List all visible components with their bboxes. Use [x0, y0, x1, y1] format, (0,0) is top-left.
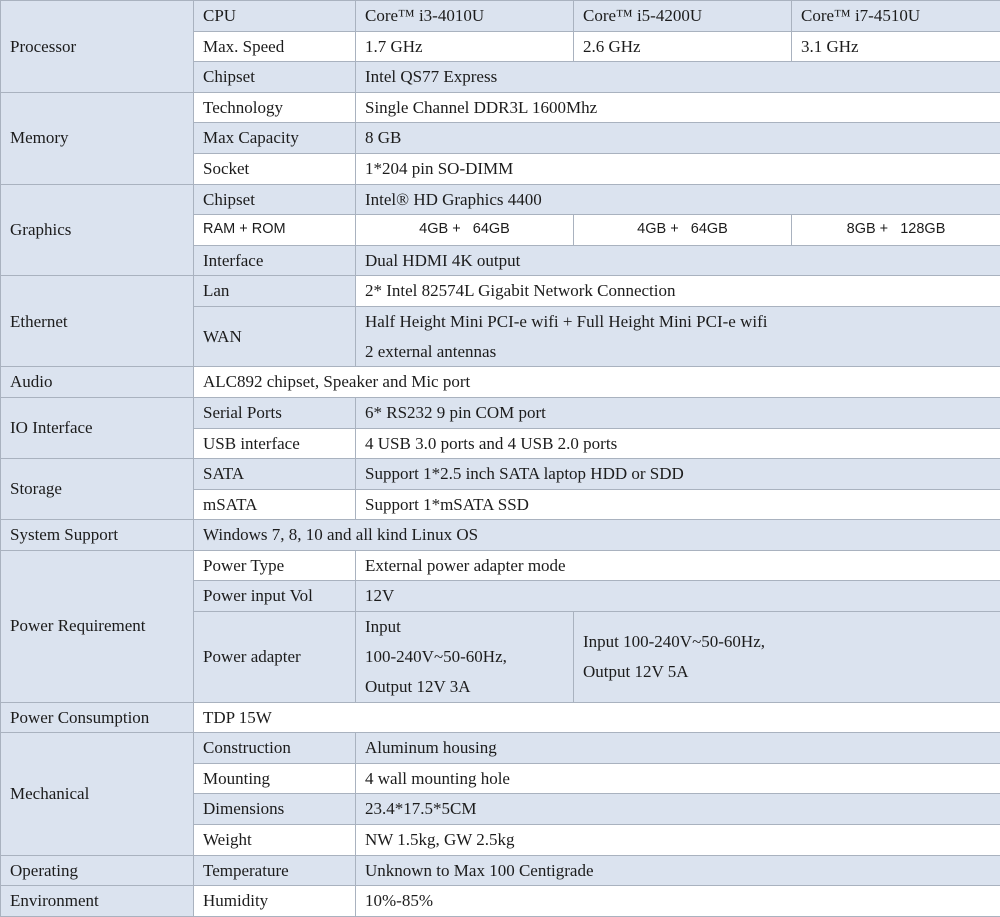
label-sata: SATA	[194, 459, 356, 490]
label-graphics-chipset: Chipset	[194, 184, 356, 215]
value-lan: 2* Intel 82574L Gigabit Network Connection	[356, 276, 1000, 307]
table-row	[1, 520, 1000, 551]
value-speed-i7: 3.1 GHz	[792, 31, 1000, 62]
value-humidity: 10%-85%	[356, 886, 1000, 917]
category-mechanical: Mechanical	[1, 733, 194, 855]
value-mounting: 4 wall mounting hole	[356, 763, 1000, 794]
label-usb-interface: USB interface	[194, 428, 356, 459]
category-operating: Operating	[1, 855, 194, 886]
table-row	[1, 855, 1000, 886]
value-power-adapter-b	[574, 612, 1000, 703]
value-system-support: Windows 7, 8, 10 and all kind Linux OS	[194, 520, 1000, 551]
category-ethernet: Ethernet	[1, 276, 194, 367]
value-sata: Support 1*2.5 inch SATA laptop HDD or SDD	[356, 459, 1000, 490]
category-environment: Environment	[1, 886, 194, 917]
category-audio: Audio	[1, 367, 194, 398]
label-processor-chipset: Chipset	[194, 62, 356, 93]
table-row	[1, 886, 1000, 917]
label-interface: Interface	[194, 245, 356, 276]
value-interface: Dual HDMI 4K output	[356, 245, 1000, 276]
table-row	[1, 1, 1000, 32]
value-dimensions: 23.4*17.5*5CM	[356, 794, 1000, 825]
value-speed-i3: 1.7 GHz	[356, 31, 574, 62]
value-ram-rom-i5: 4GB + 64GB	[574, 215, 792, 246]
label-weight: Weight	[194, 825, 356, 856]
value-technology: Single Channel DDR3L 1600Mhz	[356, 92, 1000, 123]
value-cpu-i5: Core™ i5-4200U	[574, 1, 792, 32]
table-row	[1, 367, 1000, 398]
table-row	[1, 733, 1000, 764]
value-processor-chipset: Intel QS77 Express	[356, 62, 1000, 93]
table-row	[1, 702, 1000, 733]
label-technology: Technology	[194, 92, 356, 123]
label-temperature: Temperature	[194, 855, 356, 886]
value-usb-interface: 4 USB 3.0 ports and 4 USB 2.0 ports	[356, 428, 1000, 459]
label-dimensions: Dimensions	[194, 794, 356, 825]
table-row	[1, 550, 1000, 581]
adapter-a-line-2: 100-240V~50-60Hz,	[365, 642, 564, 672]
adapter-a-line-3: Output 12V 3A	[365, 672, 564, 702]
wan-line-2: 2 external antennas	[365, 337, 991, 367]
value-ram-rom-i7: 8GB + 128GB	[792, 215, 1000, 246]
category-storage: Storage	[1, 459, 194, 520]
value-cpu-i7: Core™ i7-4510U	[792, 1, 1000, 32]
value-graphics-chipset: Intel® HD Graphics 4400	[356, 184, 1000, 215]
value-temperature: Unknown to Max 100 Centigrade	[356, 855, 1000, 886]
value-serial-ports: 6* RS232 9 pin COM port	[356, 397, 1000, 428]
value-max-capacity: 8 GB	[356, 123, 1000, 154]
label-serial-ports: Serial Ports	[194, 397, 356, 428]
label-power-input-vol: Power input Vol	[194, 581, 356, 612]
value-msata: Support 1*mSATA SSD	[356, 489, 1000, 520]
label-max-capacity: Max Capacity	[194, 123, 356, 154]
label-construction: Construction	[194, 733, 356, 764]
label-lan: Lan	[194, 276, 356, 307]
value-audio: ALC892 chipset, Speaker and Mic port	[194, 367, 1000, 398]
value-power-adapter-a	[356, 612, 574, 703]
table-row	[1, 92, 1000, 123]
label-wan: WAN	[194, 306, 356, 366]
category-memory: Memory	[1, 92, 194, 184]
value-power-type: External power adapter mode	[356, 550, 1000, 581]
label-socket: Socket	[194, 153, 356, 184]
table-row	[1, 276, 1000, 307]
value-cpu-i3: Core™ i3-4010U	[356, 1, 574, 32]
value-weight: NW 1.5kg, GW 2.5kg	[356, 825, 1000, 856]
label-mounting: Mounting	[194, 763, 356, 794]
value-wan	[356, 306, 1000, 366]
adapter-a-line-1: Input	[365, 612, 564, 642]
table-row	[1, 397, 1000, 428]
value-speed-i5: 2.6 GHz	[574, 31, 792, 62]
value-power-consumption: TDP 15W	[194, 702, 1000, 733]
category-power-requirement: Power Requirement	[1, 550, 194, 702]
label-humidity: Humidity	[194, 886, 356, 917]
category-processor: Processor	[1, 1, 194, 93]
value-ram-rom-i3: 4GB + 64GB	[356, 215, 574, 246]
adapter-b-line-2: Output 12V 5A	[583, 657, 991, 687]
label-msata: mSATA	[194, 489, 356, 520]
value-socket: 1*204 pin SO-DIMM	[356, 153, 1000, 184]
table-row	[1, 459, 1000, 490]
table-row	[1, 184, 1000, 215]
category-power-consumption: Power Consumption	[1, 702, 194, 733]
adapter-b-line-1: Input 100-240V~50-60Hz,	[583, 627, 991, 657]
category-graphics: Graphics	[1, 184, 194, 276]
label-power-adapter: Power adapter	[194, 612, 356, 703]
category-io-interface: IO Interface	[1, 397, 194, 458]
label-max-speed: Max. Speed	[194, 31, 356, 62]
value-power-input-vol: 12V	[356, 581, 1000, 612]
category-system-support: System Support	[1, 520, 194, 551]
value-construction: Aluminum housing	[356, 733, 1000, 764]
label-ram-rom: RAM + ROM	[194, 215, 356, 246]
label-cpu: CPU	[194, 1, 356, 32]
wan-line-1: Half Height Mini PCI-e wifi + Full Height Mini PCI-e wifi	[365, 307, 991, 337]
label-power-type: Power Type	[194, 550, 356, 581]
